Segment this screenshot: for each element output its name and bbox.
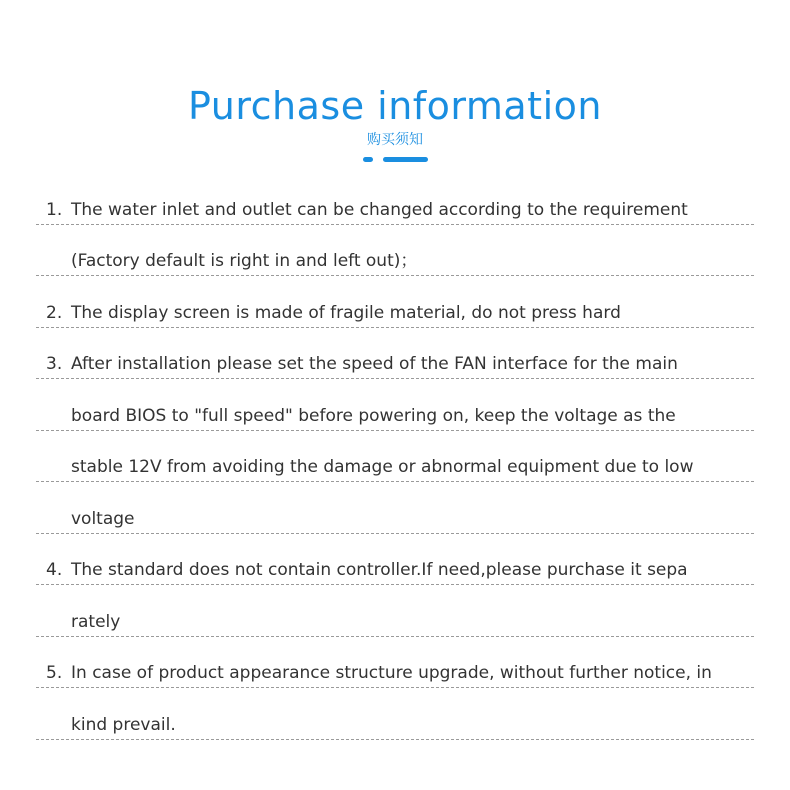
item-number: 5. (46, 663, 63, 683)
accent-dot (363, 157, 373, 162)
accent-bar (383, 157, 428, 162)
item-text: kind prevail. (71, 715, 176, 735)
item-number: 3. (46, 354, 63, 374)
item-number: 1. (46, 200, 63, 220)
item-number: 4. (46, 560, 63, 580)
page-title: Purchase information (188, 84, 602, 128)
item-text: The water inlet and outlet can be changed according to the requirement (71, 200, 688, 220)
item-text: (Factory default is right in and left out)； (71, 251, 418, 271)
item-text: After installation please set the speed of the FAN interface for the main (71, 354, 678, 374)
item-text: rately (71, 612, 121, 632)
notice-line (36, 637, 754, 688)
notice-line (36, 277, 754, 328)
notice-line (36, 431, 754, 482)
item-text: board BIOS to "full speed" before powering on, keep the voltage as the (71, 406, 676, 426)
notice-line (36, 689, 754, 740)
item-text: The standard does not contain controller.If need,please purchase it sepa (71, 560, 688, 580)
page-subtitle: 购买须知 (367, 132, 423, 148)
item-text: voltage (71, 509, 135, 529)
notice-line (36, 174, 754, 225)
item-text: stable 12V from avoiding the damage or abnormal equipment due to low (71, 457, 694, 477)
notice-line (36, 586, 754, 637)
notice-line (36, 534, 754, 585)
notice-line (36, 380, 754, 431)
item-text: In case of product appearance structure upgrade, without further notice, in (71, 663, 712, 683)
item-number: 2. (46, 303, 63, 323)
notice-line (36, 483, 754, 534)
notice-line (36, 328, 754, 379)
item-text: The display screen is made of fragile material, do not press hard (71, 303, 621, 323)
notice-line (36, 225, 754, 276)
